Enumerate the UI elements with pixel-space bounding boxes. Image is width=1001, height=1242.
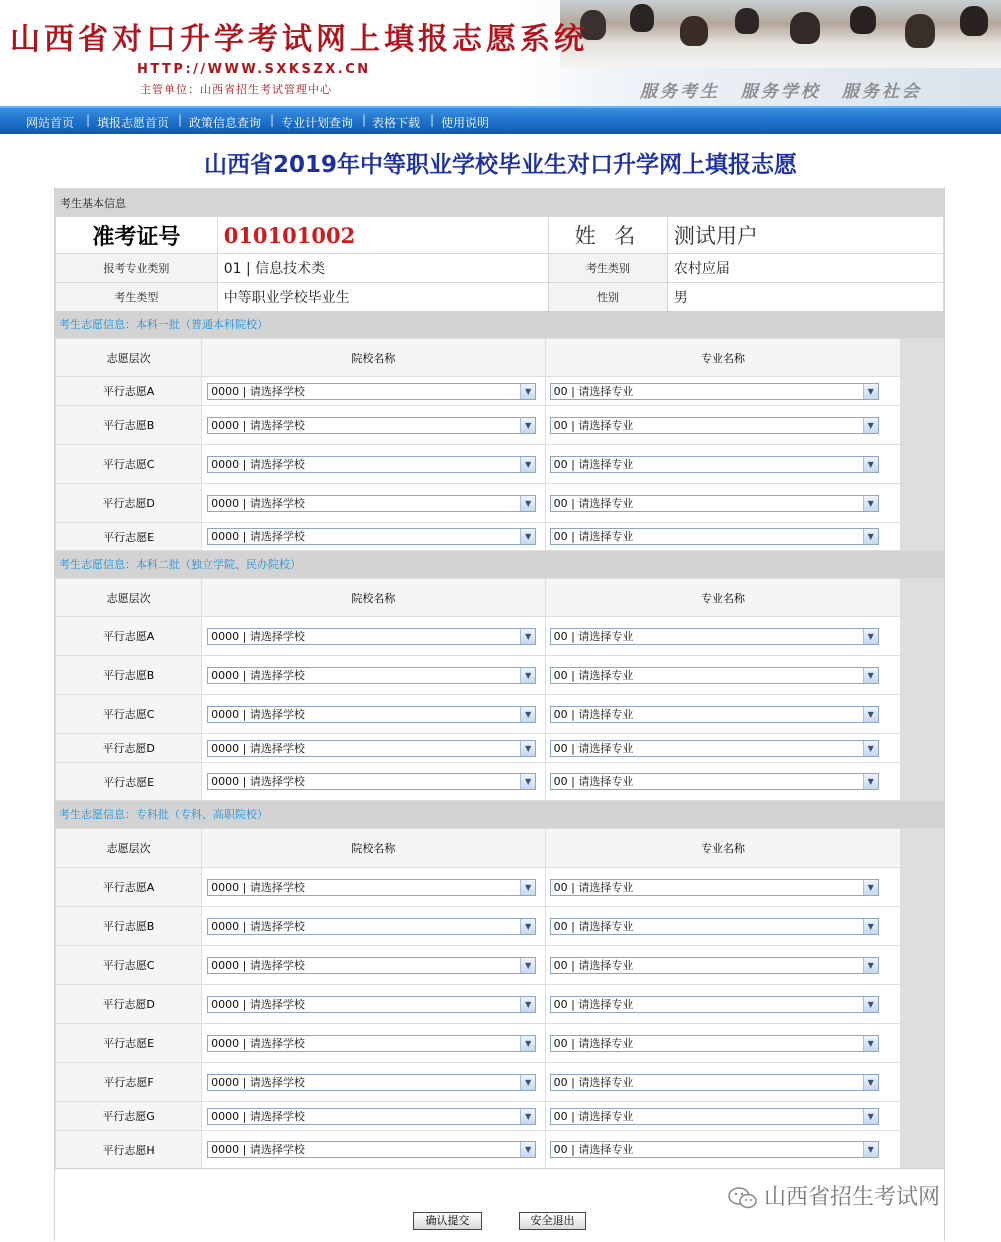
nav-separator: | — [86, 113, 91, 127]
school-select[interactable]: 0000 | 请选择学校 ▼ — [207, 1108, 536, 1125]
school-select[interactable]: 0000 | 请选择学校 ▼ — [207, 456, 536, 473]
row-label: 平行志愿B — [56, 907, 202, 946]
chevron-down-icon[interactable]: ▼ — [520, 707, 535, 722]
table-row — [56, 1063, 944, 1102]
table-row — [56, 656, 944, 695]
major-select[interactable]: 00 | 请选择专业 ▼ — [550, 1035, 879, 1052]
major-category-value: 01 | 信息技术类 — [217, 254, 548, 283]
table-row — [56, 985, 944, 1024]
chevron-down-icon[interactable]: ▼ — [520, 418, 535, 433]
table-row — [56, 695, 944, 734]
school-select[interactable]: 0000 | 请选择学校 ▼ — [207, 740, 536, 757]
school-select[interactable]: 0000 | 请选择学校 ▼ — [207, 879, 536, 896]
table-row — [56, 868, 944, 907]
major-category-label: 报考专业类别 — [56, 254, 218, 283]
nav-separator: | — [270, 113, 275, 127]
major-select[interactable]: 00 | 请选择专业 ▼ — [550, 1141, 879, 1158]
student-type-label: 考生类型 — [56, 283, 218, 312]
chevron-down-icon[interactable]: ▼ — [863, 919, 878, 934]
chevron-down-icon[interactable]: ▼ — [520, 1109, 535, 1124]
batch2-table — [55, 578, 944, 801]
chevron-down-icon[interactable]: ▼ — [863, 629, 878, 644]
row-label: 平行志愿A — [56, 868, 202, 907]
chevron-down-icon[interactable]: ▼ — [863, 1142, 878, 1157]
table-row — [56, 377, 944, 406]
chevron-down-icon[interactable]: ▼ — [520, 741, 535, 756]
gender-label: 性别 — [549, 283, 668, 312]
table-row — [56, 1102, 944, 1131]
table-row — [56, 763, 944, 801]
student-category-value: 农村应届 — [667, 254, 943, 283]
logout-button[interactable]: 安全退出 — [519, 1212, 586, 1230]
chevron-down-icon[interactable]: ▼ — [520, 1036, 535, 1051]
chevron-down-icon[interactable]: ▼ — [520, 958, 535, 973]
table-row — [56, 406, 944, 445]
chevron-down-icon[interactable]: ▼ — [863, 707, 878, 722]
nav-separator: | — [178, 113, 183, 127]
gender-value: 男 — [667, 283, 943, 312]
major-select[interactable]: 00 | 请选择专业 ▼ — [550, 628, 879, 645]
row-label: 平行志愿B — [56, 406, 202, 445]
site-url: HTTP://WWW.SXKSZX.CN — [137, 62, 371, 77]
school-select[interactable]: 0000 | 请选择学校 ▼ — [207, 667, 536, 684]
row-label: 平行志愿A — [56, 377, 202, 406]
chevron-down-icon[interactable]: ▼ — [520, 496, 535, 511]
nav-downloads[interactable]: 表格下载 — [372, 116, 421, 130]
row-label: 平行志愿B — [56, 656, 202, 695]
col-level-header: 志愿层次 — [56, 829, 202, 868]
school-select[interactable]: 0000 | 请选择学校 ▼ — [207, 495, 536, 512]
chevron-down-icon[interactable]: ▼ — [863, 1109, 878, 1124]
chevron-down-icon[interactable]: ▼ — [863, 997, 878, 1012]
col-major-header: 专业名称 — [545, 579, 901, 617]
site-slogan: 服务考生 服务学校 服务社会 — [640, 82, 922, 102]
major-select[interactable]: 00 | 请选择专业 ▼ — [550, 879, 879, 896]
major-select[interactable]: 00 | 请选择专业 ▼ — [550, 383, 879, 400]
chevron-down-icon[interactable]: ▼ — [863, 668, 878, 683]
table-row — [56, 484, 944, 523]
batch3-table — [55, 828, 944, 1169]
major-select[interactable]: 00 | 请选择专业 ▼ — [550, 417, 879, 434]
student-category-label: 考生类别 — [549, 254, 668, 283]
col-major-header: 专业名称 — [545, 339, 901, 377]
chevron-down-icon[interactable]: ▼ — [863, 457, 878, 472]
wechat-icon — [728, 1187, 758, 1209]
chevron-down-icon[interactable]: ▼ — [520, 457, 535, 472]
table-row — [56, 445, 944, 484]
chevron-down-icon[interactable]: ▼ — [520, 629, 535, 644]
table-row — [56, 946, 944, 985]
chevron-down-icon[interactable]: ▼ — [863, 774, 878, 789]
chevron-down-icon[interactable]: ▼ — [520, 997, 535, 1012]
chevron-down-icon[interactable]: ▼ — [863, 741, 878, 756]
major-select[interactable]: 00 | 请选择专业 ▼ — [550, 667, 879, 684]
school-select[interactable]: 0000 | 请选择学校 ▼ — [207, 528, 536, 545]
school-select[interactable]: 0000 | 请选择学校 ▼ — [207, 773, 536, 790]
school-select[interactable]: 0000 | 请选择学校 ▼ — [207, 1141, 536, 1158]
row-label: 平行志愿C — [56, 695, 202, 734]
major-select[interactable]: 00 | 请选择专业 ▼ — [550, 495, 879, 512]
row-label: 平行志愿D — [56, 734, 202, 763]
table-row — [56, 1131, 944, 1169]
school-select[interactable]: 0000 | 请选择学校 ▼ — [207, 918, 536, 935]
chevron-down-icon[interactable]: ▼ — [863, 1075, 878, 1090]
col-school-header: 院校名称 — [202, 579, 546, 617]
table-row — [56, 617, 944, 656]
site-banner — [0, 0, 1001, 106]
student-type-value: 中等职业学校毕业生 — [217, 283, 548, 312]
section-title-batch2: 考生志愿信息：本科二批（独立学院、民办院校） — [55, 551, 944, 578]
major-select[interactable]: 00 | 请选择专业 ▼ — [550, 740, 879, 757]
exam-id-value: 010101002 — [217, 217, 548, 254]
name-value: 测试用户 — [667, 217, 943, 254]
wechat-watermark — [728, 1180, 940, 1211]
chevron-down-icon[interactable]: ▼ — [520, 774, 535, 789]
row-label: 平行志愿E — [56, 523, 202, 551]
name-label: 姓 名 — [549, 217, 668, 254]
col-school-header: 院校名称 — [202, 339, 546, 377]
row-label: 平行志愿D — [56, 985, 202, 1024]
exam-id-label: 准考证号 — [56, 217, 218, 254]
major-select[interactable]: 00 | 请选择专业 ▼ — [550, 957, 879, 974]
major-select[interactable]: 00 | 请选择专业 ▼ — [550, 528, 879, 545]
table-row — [56, 1024, 944, 1063]
chevron-down-icon[interactable]: ▼ — [520, 1142, 535, 1157]
student-info-table — [55, 188, 944, 312]
nav-separator: | — [362, 113, 367, 127]
section-title-batch3: 考生志愿信息：专科批（专科、高职院校） — [55, 801, 944, 828]
banner-photo — [560, 0, 1001, 68]
major-select[interactable]: 00 | 请选择专业 ▼ — [550, 456, 879, 473]
school-select[interactable]: 0000 | 请选择学校 ▼ — [207, 1035, 536, 1052]
major-select[interactable]: 00 | 请选择专业 ▼ — [550, 706, 879, 723]
col-level-header: 志愿层次 — [56, 339, 202, 377]
col-major-header: 专业名称 — [545, 829, 901, 868]
chevron-down-icon[interactable]: ▼ — [520, 384, 535, 399]
major-select[interactable]: 00 | 请选择专业 ▼ — [550, 773, 879, 790]
school-select[interactable]: 0000 | 请选择学校 ▼ — [207, 1074, 536, 1091]
page-title: 山西省2019年中等职业学校毕业生对口升学网上填报志愿 — [203, 152, 797, 178]
col-school-header: 院校名称 — [202, 829, 546, 868]
section-label: 考生基本信息 — [56, 189, 218, 217]
chevron-down-icon[interactable]: ▼ — [520, 1075, 535, 1090]
row-label: 平行志愿F — [56, 1063, 202, 1102]
major-select[interactable]: 00 | 请选择专业 ▼ — [550, 996, 879, 1013]
nav-help[interactable]: 使用说明 — [441, 116, 490, 130]
submit-button[interactable]: 确认提交 — [413, 1212, 482, 1230]
section-title-batch1: 考生志愿信息：本科一批（普通本科院校） — [55, 311, 944, 338]
row-label: 平行志愿A — [56, 617, 202, 656]
chevron-down-icon[interactable]: ▼ — [863, 496, 878, 511]
chevron-down-icon[interactable]: ▼ — [863, 418, 878, 433]
chevron-down-icon[interactable]: ▼ — [863, 384, 878, 399]
site-title: 山西省对口升学考试网上填报志愿系统 — [10, 22, 588, 57]
chevron-down-icon[interactable]: ▼ — [520, 668, 535, 683]
nav-policy[interactable]: 政策信息查询 — [189, 116, 262, 130]
nav-major-plan[interactable]: 专业计划查询 — [281, 116, 354, 130]
major-select[interactable]: 00 | 请选择专业 ▼ — [550, 918, 879, 935]
chevron-down-icon[interactable]: ▼ — [863, 529, 878, 544]
school-select[interactable]: 0000 | 请选择学校 ▼ — [207, 706, 536, 723]
row-label: 平行志愿C — [56, 946, 202, 985]
nav-separator: | — [430, 113, 435, 127]
school-select[interactable]: 0000 | 请选择学校 ▼ — [207, 957, 536, 974]
school-select[interactable]: 0000 | 请选择学校 ▼ — [207, 383, 536, 400]
col-level-header: 志愿层次 — [56, 579, 202, 617]
chevron-down-icon[interactable]: ▼ — [863, 958, 878, 973]
main-nav — [0, 106, 1001, 134]
table-row — [56, 734, 944, 763]
watermark-text: 山西省招生考试网 — [764, 1185, 941, 1210]
chevron-down-icon[interactable]: ▼ — [520, 919, 535, 934]
school-select[interactable]: 0000 | 请选择学校 ▼ — [207, 628, 536, 645]
school-select[interactable]: 0000 | 请选择学校 ▼ — [207, 996, 536, 1013]
school-select[interactable]: 0000 | 请选择学校 ▼ — [207, 417, 536, 434]
table-row — [56, 907, 944, 946]
batch1-table — [55, 338, 944, 551]
major-select[interactable]: 00 | 请选择专业 ▼ — [550, 1108, 879, 1125]
site-organizer: 主管单位：山西省招生考试管理中心 — [140, 83, 332, 96]
table-row — [56, 523, 944, 551]
row-label: 平行志愿C — [56, 445, 202, 484]
row-label: 平行志愿H — [56, 1131, 202, 1169]
chevron-down-icon[interactable]: ▼ — [863, 880, 878, 895]
row-label: 平行志愿G — [56, 1102, 202, 1131]
major-select[interactable]: 00 | 请选择专业 ▼ — [550, 1074, 879, 1091]
chevron-down-icon[interactable]: ▼ — [520, 529, 535, 544]
chevron-down-icon[interactable]: ▼ — [520, 880, 535, 895]
row-label: 平行志愿D — [56, 484, 202, 523]
row-label: 平行志愿E — [56, 1024, 202, 1063]
row-label: 平行志愿E — [56, 763, 202, 801]
nav-apply-home[interactable]: 填报志愿首页 — [97, 116, 170, 130]
chevron-down-icon[interactable]: ▼ — [863, 1036, 878, 1051]
nav-home[interactable]: 网站首页 — [26, 116, 75, 130]
